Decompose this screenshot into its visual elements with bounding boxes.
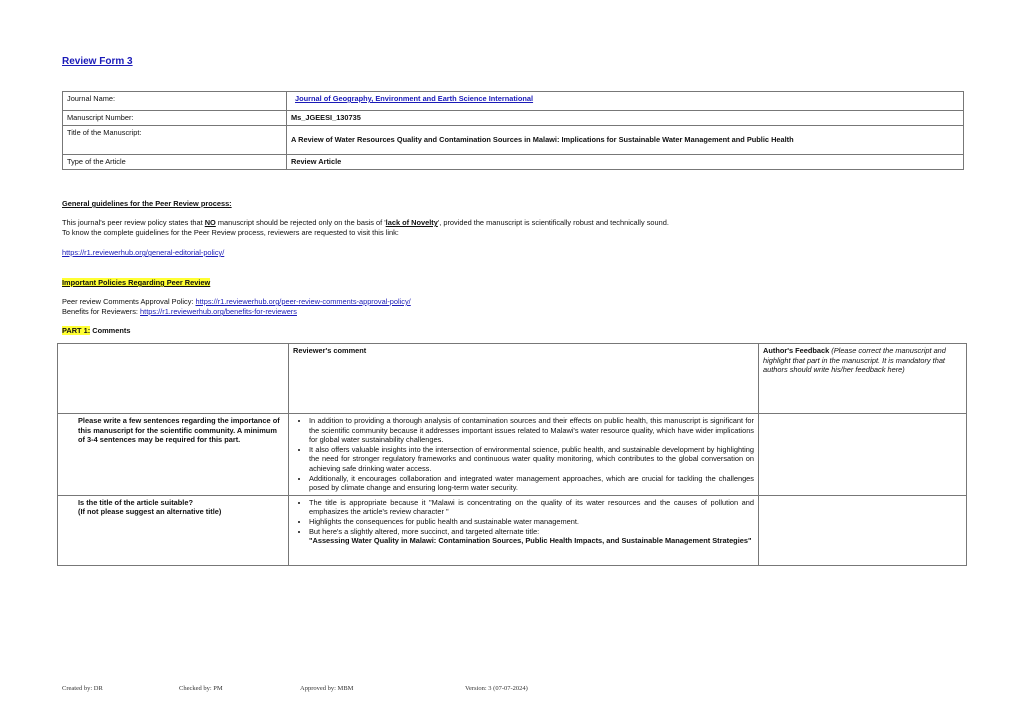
policies-heading: Important Policies Regarding Peer Review [62,278,211,287]
part1-heading: PART 1: Comments [62,326,131,335]
footer-checked: Checked by: PM [179,685,223,692]
comment-bullet: • The title is appropriate because it "Malawi is concentrating on the quality of its water resources and the causes of pollution and emphasizes the article's review character " [309,498,754,517]
benefits-link[interactable]: https://r1.reviewerhub.org/benefits-for-reviewers [140,307,297,316]
author-feedback-header: Author's Feedback (Please correct the manuscript and highlight that part in the manuscript. It is mandatory that authors should write his/her feedback here) [759,344,967,414]
comment-bullet: • In addition to providing a thorough analysis of contamination sources and their effects on public health, this manuscript is significant for the scientific community because it addresses important issues related to Malawi's water resource quality, which have wider implications for global water sustainability challenges. [309,416,754,445]
manuscript-title: A Review of Water Resources Quality and Contamination Sources in Malawi: Implications for Sustainable Water Management and Public Health [287,125,964,154]
guidelines-text: This journal's peer review policy states that NO manuscript should be rejected only on the basis of 'lack of Novelty', provided the manuscript is scientifically robust and technically sound. To know the complete guidelines for the Peer Review process, reviewers are requested to visit this link: [62,218,669,237]
question-importance: Please write a few sentences regarding the importance of this manuscript for the scientific community. A minimum of 3-4 sentences may be required for this part. [58,414,289,496]
manuscript-number: Ms_JGEESI_130735 [287,111,964,126]
footer-version: Version: 3 (07-07-2024) [465,685,528,692]
suggested-title: "Assessing Water Quality in Malawi: Contamination Sources, Public Health Impacts, and Sustainable Management Strategies" [309,536,752,546]
reviewer-comment-cell [289,414,759,496]
question-title-suitable: Is the title of the article suitable? (If not please suggest an alternative title) [58,495,289,565]
info-label: Manuscript Number: [63,111,287,126]
comments-table [57,343,967,566]
comment-bullet: • Highlights the consequences for public health and sustainable water management. [309,517,754,527]
policies-links: Peer review Comments Approval Policy: https://r1.reviewerhub.org/peer-review-comments-approval-policy/ Benefits for Reviewers: https://r1.reviewerhub.org/benefits-for-reviewers [62,297,411,316]
footer-approved: Approved by: MBM [300,685,354,692]
comment-bullet: • It also offers valuable insights into the intersection of environmental science, public health, and sustainable development by highlighting the need for stronger regulatory frameworks and continuous water quality monitoring, which contributes to the global conversation on achieving safe drinking water access. [309,445,754,474]
journal-name-link[interactable]: Journal of Geography, Environment and Earth Science International [287,92,964,111]
form-title: Review Form 3 [62,56,133,67]
info-label: Title of the Manuscript: [63,125,287,154]
empty-header-cell [58,344,289,414]
editorial-policy-link[interactable]: https://r1.reviewerhub.org/general-editorial-policy/ [62,248,225,257]
author-feedback-cell[interactable] [759,495,967,565]
footer-created: Created by: DR [62,685,103,692]
approval-policy-link[interactable]: https://r1.reviewerhub.org/peer-review-comments-approval-policy/ [195,297,411,306]
info-label: Type of the Article [63,154,287,169]
guidelines-heading: General guidelines for the Peer Review process: [62,199,232,208]
author-feedback-cell[interactable] [759,414,967,496]
info-label: Journal Name: [63,92,287,111]
manuscript-info-table [62,91,964,170]
comment-bullet: • But here's a slightly altered, more succinct, and targeted alternate title: "Assessing Water Quality in Malawi: Contamination Sources, Public Health Impacts, and Sustainable Management Strategies" [309,527,754,546]
article-type: Review Article [287,154,964,169]
reviewer-comment-cell [289,495,759,565]
reviewer-comment-header: Reviewer's comment [289,344,759,414]
comment-bullet: • Additionally, it encourages collaboration and integrated water management approaches, which are crucial for tackling the challenges posed by climate change and ensuring long-term water security. [309,474,754,493]
